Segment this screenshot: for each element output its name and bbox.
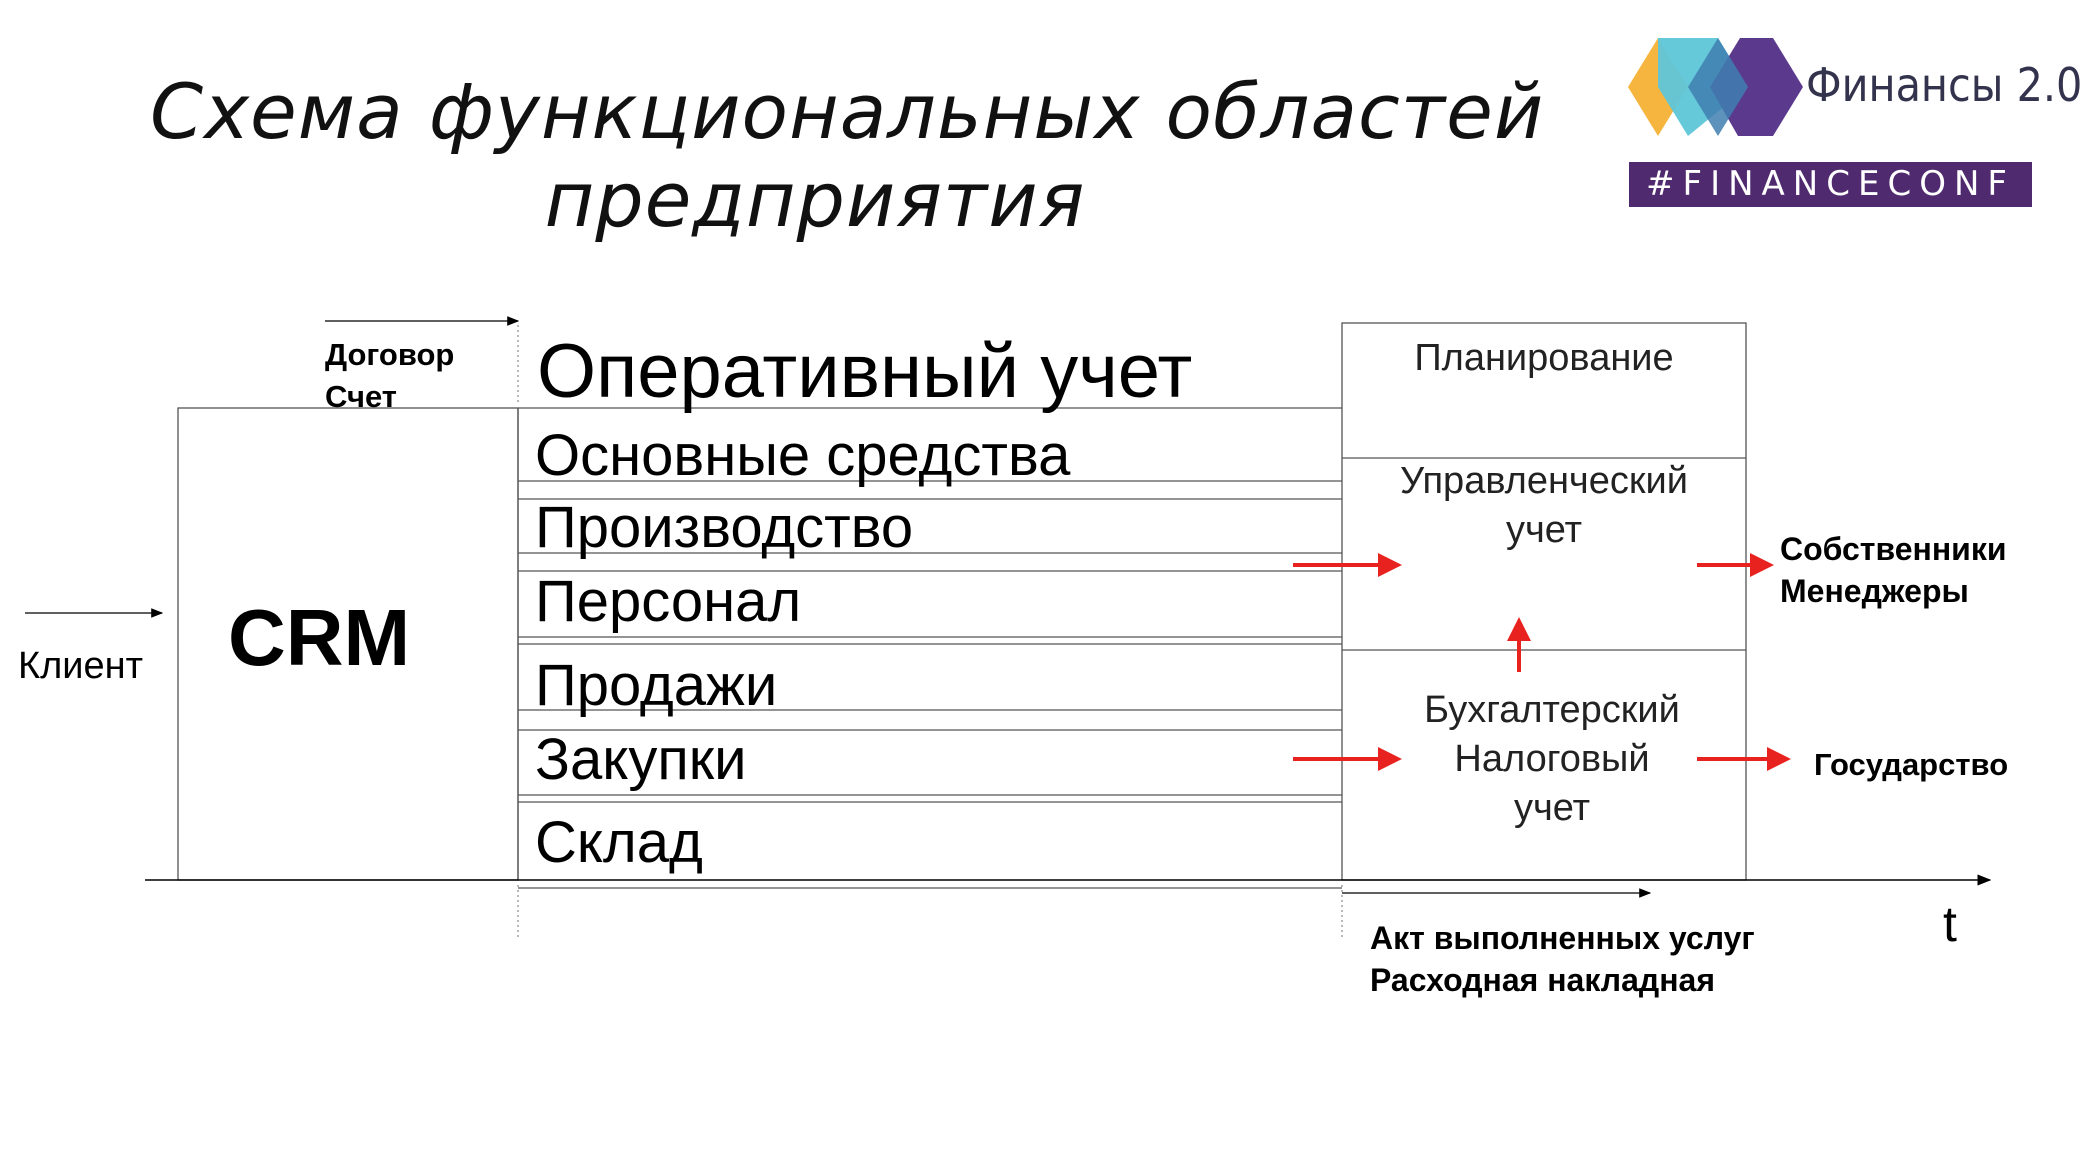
brand-name: Финансы 2.0 [1806, 58, 2082, 112]
crm-label: CRM [228, 593, 411, 682]
act-label: Акт выполненных услуг [1370, 920, 1755, 956]
module-personnel: Персонал [535, 569, 802, 634]
managers-label: Менеджеры [1780, 573, 1969, 609]
planning-label: Планирование [1414, 337, 1674, 379]
management-label-line1: Управленческий [1400, 460, 1688, 502]
module-warehouse: Склад [535, 810, 703, 875]
title-line-1: Схема функциональных областей [150, 67, 1545, 156]
owners-label: Собственники [1780, 531, 2007, 567]
accounting-label-line1: Бухгалтерский [1424, 689, 1680, 731]
accounting-label-line3: учет [1513, 787, 1591, 829]
client-label: Клиент [18, 645, 144, 687]
operational-title: Оперативный учет [537, 329, 1193, 414]
module-purchases: Закупки [535, 727, 747, 792]
contract-label: Договор [325, 337, 455, 372]
title-line-2: предприятия [544, 155, 1086, 244]
state-label: Государство [1814, 747, 2009, 782]
conference-hashtag: #FINANCECONF [1629, 162, 2032, 207]
waybill-label: Расходная накладная [1370, 962, 1715, 998]
accounting-label-line2: Налоговый [1454, 738, 1650, 780]
time-axis-label: t [1943, 896, 1957, 952]
invoice-label: Счет [325, 379, 397, 414]
management-label-line2: учет [1505, 509, 1583, 551]
module-production: Производство [535, 495, 914, 560]
module-fixed-assets: Основные средства [535, 423, 1071, 488]
module-sales: Продажи [535, 653, 778, 718]
